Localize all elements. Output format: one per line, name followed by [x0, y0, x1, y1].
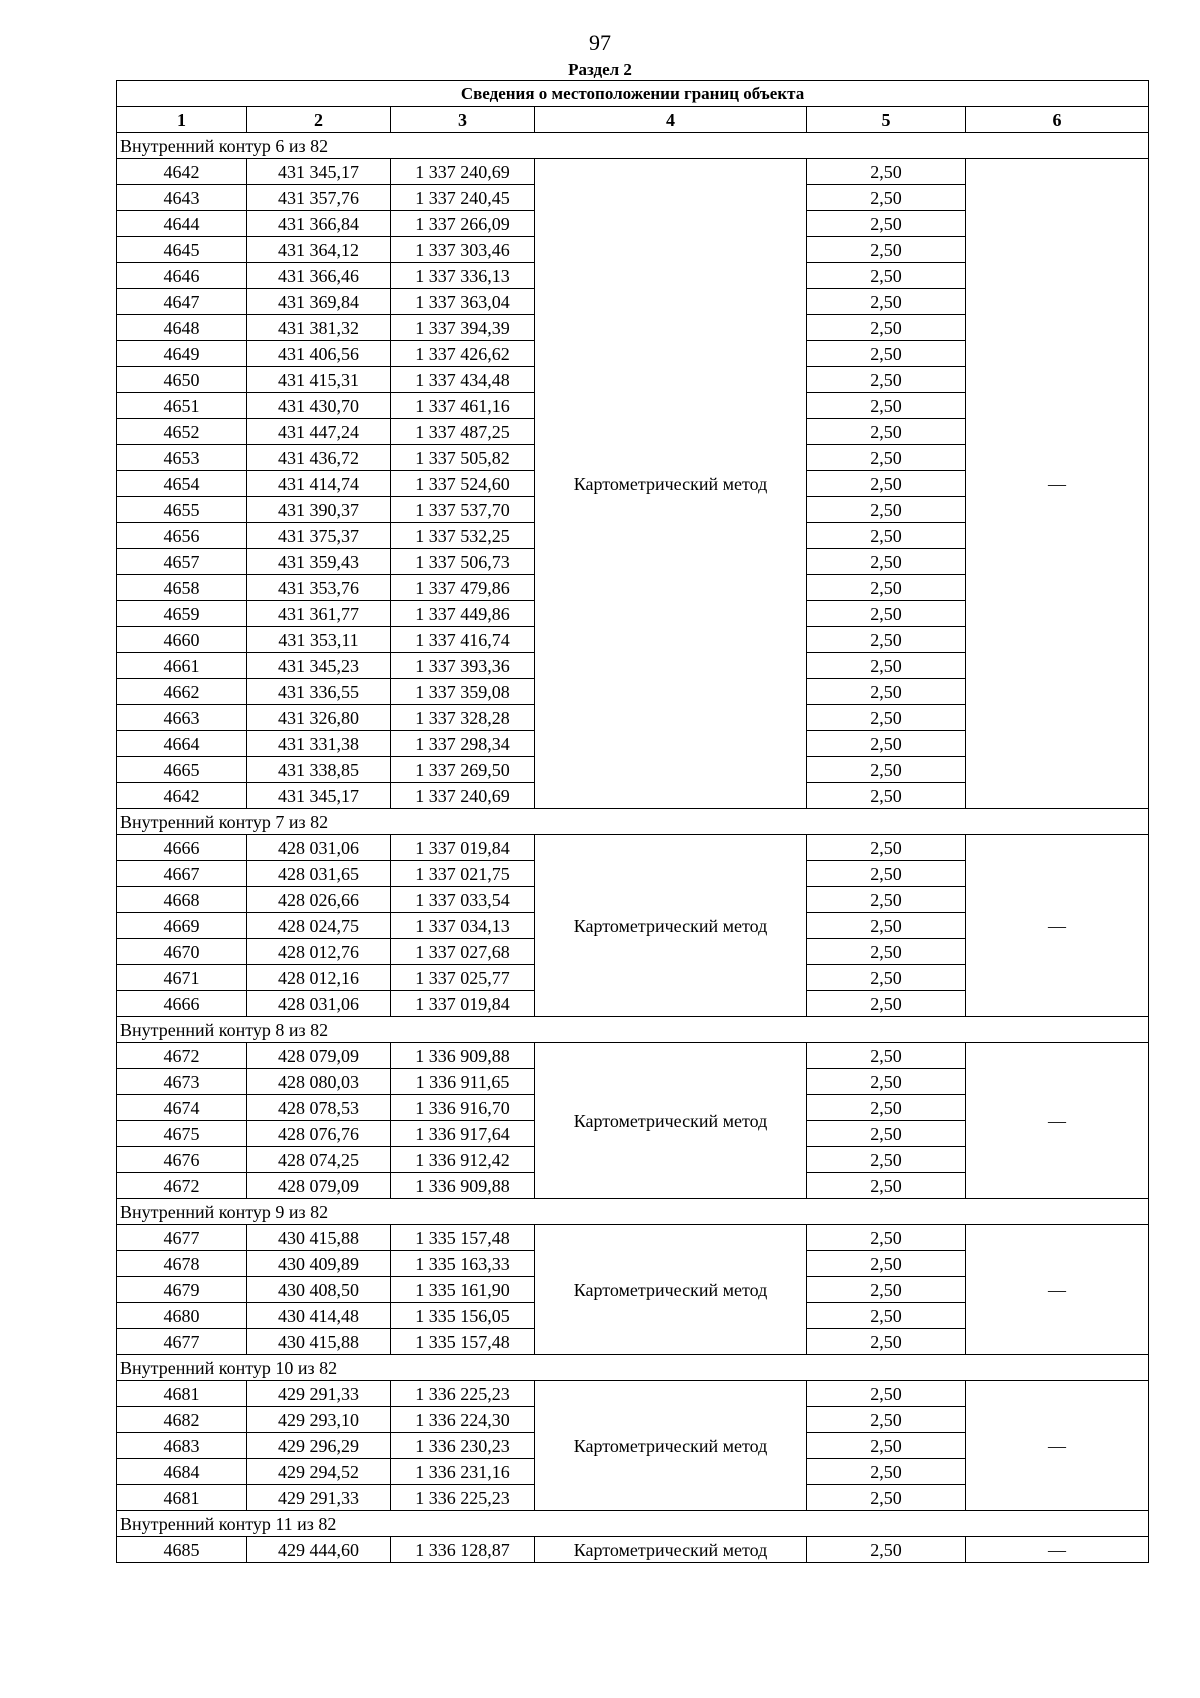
table-row — [117, 1043, 1149, 1069]
precision-value: 2,50 — [807, 627, 966, 653]
coordinate-y: 1 337 524,60 — [391, 471, 535, 497]
column-header: 5 — [807, 107, 966, 133]
coordinate-x: 428 078,53 — [247, 1095, 391, 1121]
coordinate-y: 1 337 019,84 — [391, 991, 535, 1017]
point-number: 4660 — [117, 627, 247, 653]
coordinate-y: 1 336 225,23 — [391, 1381, 535, 1407]
coordinate-x: 431 326,80 — [247, 705, 391, 731]
coordinate-y: 1 335 156,05 — [391, 1303, 535, 1329]
coordinate-y: 1 337 434,48 — [391, 367, 535, 393]
point-number: 4657 — [117, 549, 247, 575]
coordinate-y: 1 337 426,62 — [391, 341, 535, 367]
table-title: Сведения о местоположении границ объекта — [117, 81, 1149, 107]
coordinate-y: 1 337 505,82 — [391, 445, 535, 471]
point-number: 4648 — [117, 315, 247, 341]
coordinate-x: 430 408,50 — [247, 1277, 391, 1303]
coordinate-x: 431 414,74 — [247, 471, 391, 497]
point-number: 4655 — [117, 497, 247, 523]
point-number: 4674 — [117, 1095, 247, 1121]
precision-value: 2,50 — [807, 315, 966, 341]
point-number: 4652 — [117, 419, 247, 445]
column-header-row — [117, 107, 1149, 133]
point-number: 4659 — [117, 601, 247, 627]
coordinate-x: 431 381,32 — [247, 315, 391, 341]
coordinate-x: 431 353,11 — [247, 627, 391, 653]
point-number: 4651 — [117, 393, 247, 419]
coordinate-y: 1 337 266,09 — [391, 211, 535, 237]
precision-value: 2,50 — [807, 835, 966, 861]
coordinate-y: 1 337 416,74 — [391, 627, 535, 653]
point-number: 4672 — [117, 1043, 247, 1069]
point-number: 4666 — [117, 991, 247, 1017]
column-header: 1 — [117, 107, 247, 133]
precision-value: 2,50 — [807, 1251, 966, 1277]
coordinate-y: 1 336 916,70 — [391, 1095, 535, 1121]
column6-dash: — — [966, 1225, 1149, 1355]
coordinate-x: 431 406,56 — [247, 341, 391, 367]
coordinate-y: 1 335 161,90 — [391, 1277, 535, 1303]
contour-header-row — [117, 809, 1149, 835]
point-number: 4665 — [117, 757, 247, 783]
coordinate-y: 1 337 359,08 — [391, 679, 535, 705]
precision-value: 2,50 — [807, 1433, 966, 1459]
point-number: 4663 — [117, 705, 247, 731]
point-number: 4675 — [117, 1121, 247, 1147]
coordinate-x: 428 024,75 — [247, 913, 391, 939]
point-number: 4677 — [117, 1225, 247, 1251]
table-row — [117, 1225, 1149, 1251]
contour-label: Внутренний контур 7 из 82 — [117, 809, 1149, 835]
precision-value: 2,50 — [807, 497, 966, 523]
coordinate-x: 429 291,33 — [247, 1381, 391, 1407]
coordinate-y: 1 337 328,28 — [391, 705, 535, 731]
precision-value: 2,50 — [807, 237, 966, 263]
point-number: 4683 — [117, 1433, 247, 1459]
coordinate-x: 431 336,55 — [247, 679, 391, 705]
precision-value: 2,50 — [807, 757, 966, 783]
coordinate-x: 431 366,84 — [247, 211, 391, 237]
point-number: 4672 — [117, 1173, 247, 1199]
point-number: 4649 — [117, 341, 247, 367]
column6-dash: — — [966, 159, 1149, 809]
coordinate-x: 431 353,76 — [247, 575, 391, 601]
coordinate-x: 429 293,10 — [247, 1407, 391, 1433]
coordinate-y: 1 337 298,34 — [391, 731, 535, 757]
precision-value: 2,50 — [807, 367, 966, 393]
coordinate-x: 429 296,29 — [247, 1433, 391, 1459]
precision-value: 2,50 — [807, 471, 966, 497]
point-number: 4662 — [117, 679, 247, 705]
precision-value: 2,50 — [807, 1407, 966, 1433]
contour-header-row — [117, 1017, 1149, 1043]
coordinate-x: 428 012,16 — [247, 965, 391, 991]
point-number: 4664 — [117, 731, 247, 757]
precision-value: 2,50 — [807, 1303, 966, 1329]
point-number: 4658 — [117, 575, 247, 601]
point-number: 4682 — [117, 1407, 247, 1433]
point-number: 4681 — [117, 1381, 247, 1407]
coordinate-x: 429 294,52 — [247, 1459, 391, 1485]
coordinate-y: 1 337 479,86 — [391, 575, 535, 601]
coordinate-x: 430 415,88 — [247, 1329, 391, 1355]
coordinate-y: 1 336 911,65 — [391, 1069, 535, 1095]
point-number: 4669 — [117, 913, 247, 939]
precision-value: 2,50 — [807, 965, 966, 991]
point-number: 4685 — [117, 1537, 247, 1563]
precision-value: 2,50 — [807, 1537, 966, 1563]
coordinate-x: 431 369,84 — [247, 289, 391, 315]
precision-value: 2,50 — [807, 1277, 966, 1303]
precision-value: 2,50 — [807, 861, 966, 887]
contour-label: Внутренний контур 6 из 82 — [117, 133, 1149, 159]
coordinate-y: 1 337 027,68 — [391, 939, 535, 965]
point-number: 4679 — [117, 1277, 247, 1303]
boundary-coordinates-table — [116, 80, 1149, 1563]
coordinate-x: 428 031,65 — [247, 861, 391, 887]
precision-value: 2,50 — [807, 1173, 966, 1199]
point-number: 4656 — [117, 523, 247, 549]
coordinate-y: 1 337 393,36 — [391, 653, 535, 679]
precision-value: 2,50 — [807, 289, 966, 315]
precision-value: 2,50 — [807, 1485, 966, 1511]
contour-header-row — [117, 1511, 1149, 1537]
point-number: 4661 — [117, 653, 247, 679]
coordinate-x: 428 012,76 — [247, 939, 391, 965]
coordinate-y: 1 337 532,25 — [391, 523, 535, 549]
method-cell: Картометрический метод — [535, 159, 807, 809]
contour-header-row — [117, 1355, 1149, 1381]
precision-value: 2,50 — [807, 705, 966, 731]
precision-value: 2,50 — [807, 575, 966, 601]
precision-value: 2,50 — [807, 341, 966, 367]
coordinate-y: 1 337 487,25 — [391, 419, 535, 445]
column6-dash: — — [966, 835, 1149, 1017]
coordinate-x: 431 359,43 — [247, 549, 391, 575]
precision-value: 2,50 — [807, 731, 966, 757]
precision-value: 2,50 — [807, 679, 966, 705]
point-number: 4670 — [117, 939, 247, 965]
coordinate-x: 428 026,66 — [247, 887, 391, 913]
coordinate-y: 1 335 163,33 — [391, 1251, 535, 1277]
precision-value: 2,50 — [807, 1329, 966, 1355]
coordinate-x: 431 430,70 — [247, 393, 391, 419]
table-row — [117, 1537, 1149, 1563]
point-number: 4642 — [117, 783, 247, 809]
contour-header-row — [117, 133, 1149, 159]
point-number: 4676 — [117, 1147, 247, 1173]
contour-label: Внутренний контур 8 из 82 — [117, 1017, 1149, 1043]
coordinate-y: 1 337 269,50 — [391, 757, 535, 783]
coordinate-x: 428 031,06 — [247, 835, 391, 861]
precision-value: 2,50 — [807, 1069, 966, 1095]
point-number: 4650 — [117, 367, 247, 393]
section-title: Раздел 2 — [568, 60, 632, 79]
column-header: 2 — [247, 107, 391, 133]
column6-dash: — — [966, 1537, 1149, 1563]
point-number: 4647 — [117, 289, 247, 315]
coordinate-y: 1 335 157,48 — [391, 1329, 535, 1355]
point-number: 4646 — [117, 263, 247, 289]
precision-value: 2,50 — [807, 263, 966, 289]
coordinate-x: 428 079,09 — [247, 1043, 391, 1069]
table-row — [117, 1381, 1149, 1407]
precision-value: 2,50 — [807, 913, 966, 939]
precision-value: 2,50 — [807, 1095, 966, 1121]
coordinate-y: 1 337 240,45 — [391, 185, 535, 211]
coordinate-y: 1 336 917,64 — [391, 1121, 535, 1147]
point-number: 4643 — [117, 185, 247, 211]
coordinate-x: 431 331,38 — [247, 731, 391, 757]
precision-value: 2,50 — [807, 1225, 966, 1251]
coordinate-y: 1 337 019,84 — [391, 835, 535, 861]
coordinate-y: 1 336 128,87 — [391, 1537, 535, 1563]
coordinate-x: 428 080,03 — [247, 1069, 391, 1095]
precision-value: 2,50 — [807, 1381, 966, 1407]
method-cell: Картометрический метод — [535, 1225, 807, 1355]
point-number: 4684 — [117, 1459, 247, 1485]
coordinate-y: 1 337 033,54 — [391, 887, 535, 913]
coordinate-x: 431 366,46 — [247, 263, 391, 289]
precision-value: 2,50 — [807, 445, 966, 471]
contour-label: Внутренний контур 10 из 82 — [117, 1355, 1149, 1381]
precision-value: 2,50 — [807, 419, 966, 445]
coordinate-y: 1 337 336,13 — [391, 263, 535, 289]
point-number: 4673 — [117, 1069, 247, 1095]
point-number: 4677 — [117, 1329, 247, 1355]
page-number: 97 — [589, 30, 611, 55]
coordinate-x: 430 414,48 — [247, 1303, 391, 1329]
column-header: 3 — [391, 107, 535, 133]
method-cell: Картометрический метод — [535, 1381, 807, 1511]
precision-value: 2,50 — [807, 549, 966, 575]
point-number: 4642 — [117, 159, 247, 185]
coordinate-x: 431 345,17 — [247, 783, 391, 809]
precision-value: 2,50 — [807, 185, 966, 211]
coordinate-y: 1 337 240,69 — [391, 159, 535, 185]
coordinate-x: 430 409,89 — [247, 1251, 391, 1277]
coordinate-y: 1 337 394,39 — [391, 315, 535, 341]
coordinate-y: 1 336 225,23 — [391, 1485, 535, 1511]
coordinate-x: 431 345,23 — [247, 653, 391, 679]
table-row — [117, 159, 1149, 185]
coordinate-y: 1 337 025,77 — [391, 965, 535, 991]
point-number: 4653 — [117, 445, 247, 471]
coordinate-x: 431 357,76 — [247, 185, 391, 211]
coordinate-y: 1 337 461,16 — [391, 393, 535, 419]
coordinate-x: 431 447,24 — [247, 419, 391, 445]
coordinate-y: 1 336 224,30 — [391, 1407, 535, 1433]
coordinate-x: 429 444,60 — [247, 1537, 391, 1563]
table-title-row — [117, 81, 1149, 107]
precision-value: 2,50 — [807, 991, 966, 1017]
precision-value: 2,50 — [807, 1043, 966, 1069]
precision-value: 2,50 — [807, 653, 966, 679]
coordinate-y: 1 337 034,13 — [391, 913, 535, 939]
point-number: 4667 — [117, 861, 247, 887]
coordinate-y: 1 337 506,73 — [391, 549, 535, 575]
coordinate-y: 1 336 909,88 — [391, 1173, 535, 1199]
precision-value: 2,50 — [807, 1459, 966, 1485]
precision-value: 2,50 — [807, 211, 966, 237]
coordinate-y: 1 336 912,42 — [391, 1147, 535, 1173]
column6-dash: — — [966, 1381, 1149, 1511]
point-number: 4645 — [117, 237, 247, 263]
table-row — [117, 835, 1149, 861]
coordinate-x: 431 436,72 — [247, 445, 391, 471]
precision-value: 2,50 — [807, 783, 966, 809]
coordinate-x: 431 338,85 — [247, 757, 391, 783]
point-number: 4680 — [117, 1303, 247, 1329]
precision-value: 2,50 — [807, 393, 966, 419]
precision-value: 2,50 — [807, 1147, 966, 1173]
method-cell: Картометрический метод — [535, 835, 807, 1017]
coordinate-y: 1 336 230,23 — [391, 1433, 535, 1459]
coordinate-y: 1 337 303,46 — [391, 237, 535, 263]
contour-label: Внутренний контур 9 из 82 — [117, 1199, 1149, 1225]
precision-value: 2,50 — [807, 939, 966, 965]
coordinate-x: 431 361,77 — [247, 601, 391, 627]
coordinate-x: 428 031,06 — [247, 991, 391, 1017]
method-cell: Картометрический метод — [535, 1043, 807, 1199]
coordinate-y: 1 336 231,16 — [391, 1459, 535, 1485]
coordinate-x: 428 074,25 — [247, 1147, 391, 1173]
precision-value: 2,50 — [807, 601, 966, 627]
coordinate-x: 431 415,31 — [247, 367, 391, 393]
contour-label: Внутренний контур 11 из 82 — [117, 1511, 1149, 1537]
point-number: 4644 — [117, 211, 247, 237]
point-number: 4681 — [117, 1485, 247, 1511]
precision-value: 2,50 — [807, 159, 966, 185]
coordinate-x: 431 390,37 — [247, 497, 391, 523]
coordinate-x: 431 375,37 — [247, 523, 391, 549]
point-number: 4654 — [117, 471, 247, 497]
coordinate-x: 430 415,88 — [247, 1225, 391, 1251]
table-body — [117, 81, 1149, 1563]
column-header: 6 — [966, 107, 1149, 133]
method-cell: Картометрический метод — [535, 1537, 807, 1563]
coordinate-y: 1 335 157,48 — [391, 1225, 535, 1251]
coordinate-x: 431 345,17 — [247, 159, 391, 185]
coordinate-x: 429 291,33 — [247, 1485, 391, 1511]
coordinate-y: 1 336 909,88 — [391, 1043, 535, 1069]
coordinate-x: 428 079,09 — [247, 1173, 391, 1199]
coordinate-y: 1 337 537,70 — [391, 497, 535, 523]
precision-value: 2,50 — [807, 523, 966, 549]
coordinate-x: 431 364,12 — [247, 237, 391, 263]
coordinate-y: 1 337 363,04 — [391, 289, 535, 315]
precision-value: 2,50 — [807, 887, 966, 913]
coordinate-y: 1 337 240,69 — [391, 783, 535, 809]
precision-value: 2,50 — [807, 1121, 966, 1147]
point-number: 4666 — [117, 835, 247, 861]
coordinate-y: 1 337 449,86 — [391, 601, 535, 627]
column-header: 4 — [535, 107, 807, 133]
coordinate-x: 428 076,76 — [247, 1121, 391, 1147]
column6-dash: — — [966, 1043, 1149, 1199]
contour-header-row — [117, 1199, 1149, 1225]
coordinate-y: 1 337 021,75 — [391, 861, 535, 887]
point-number: 4678 — [117, 1251, 247, 1277]
point-number: 4671 — [117, 965, 247, 991]
point-number: 4668 — [117, 887, 247, 913]
